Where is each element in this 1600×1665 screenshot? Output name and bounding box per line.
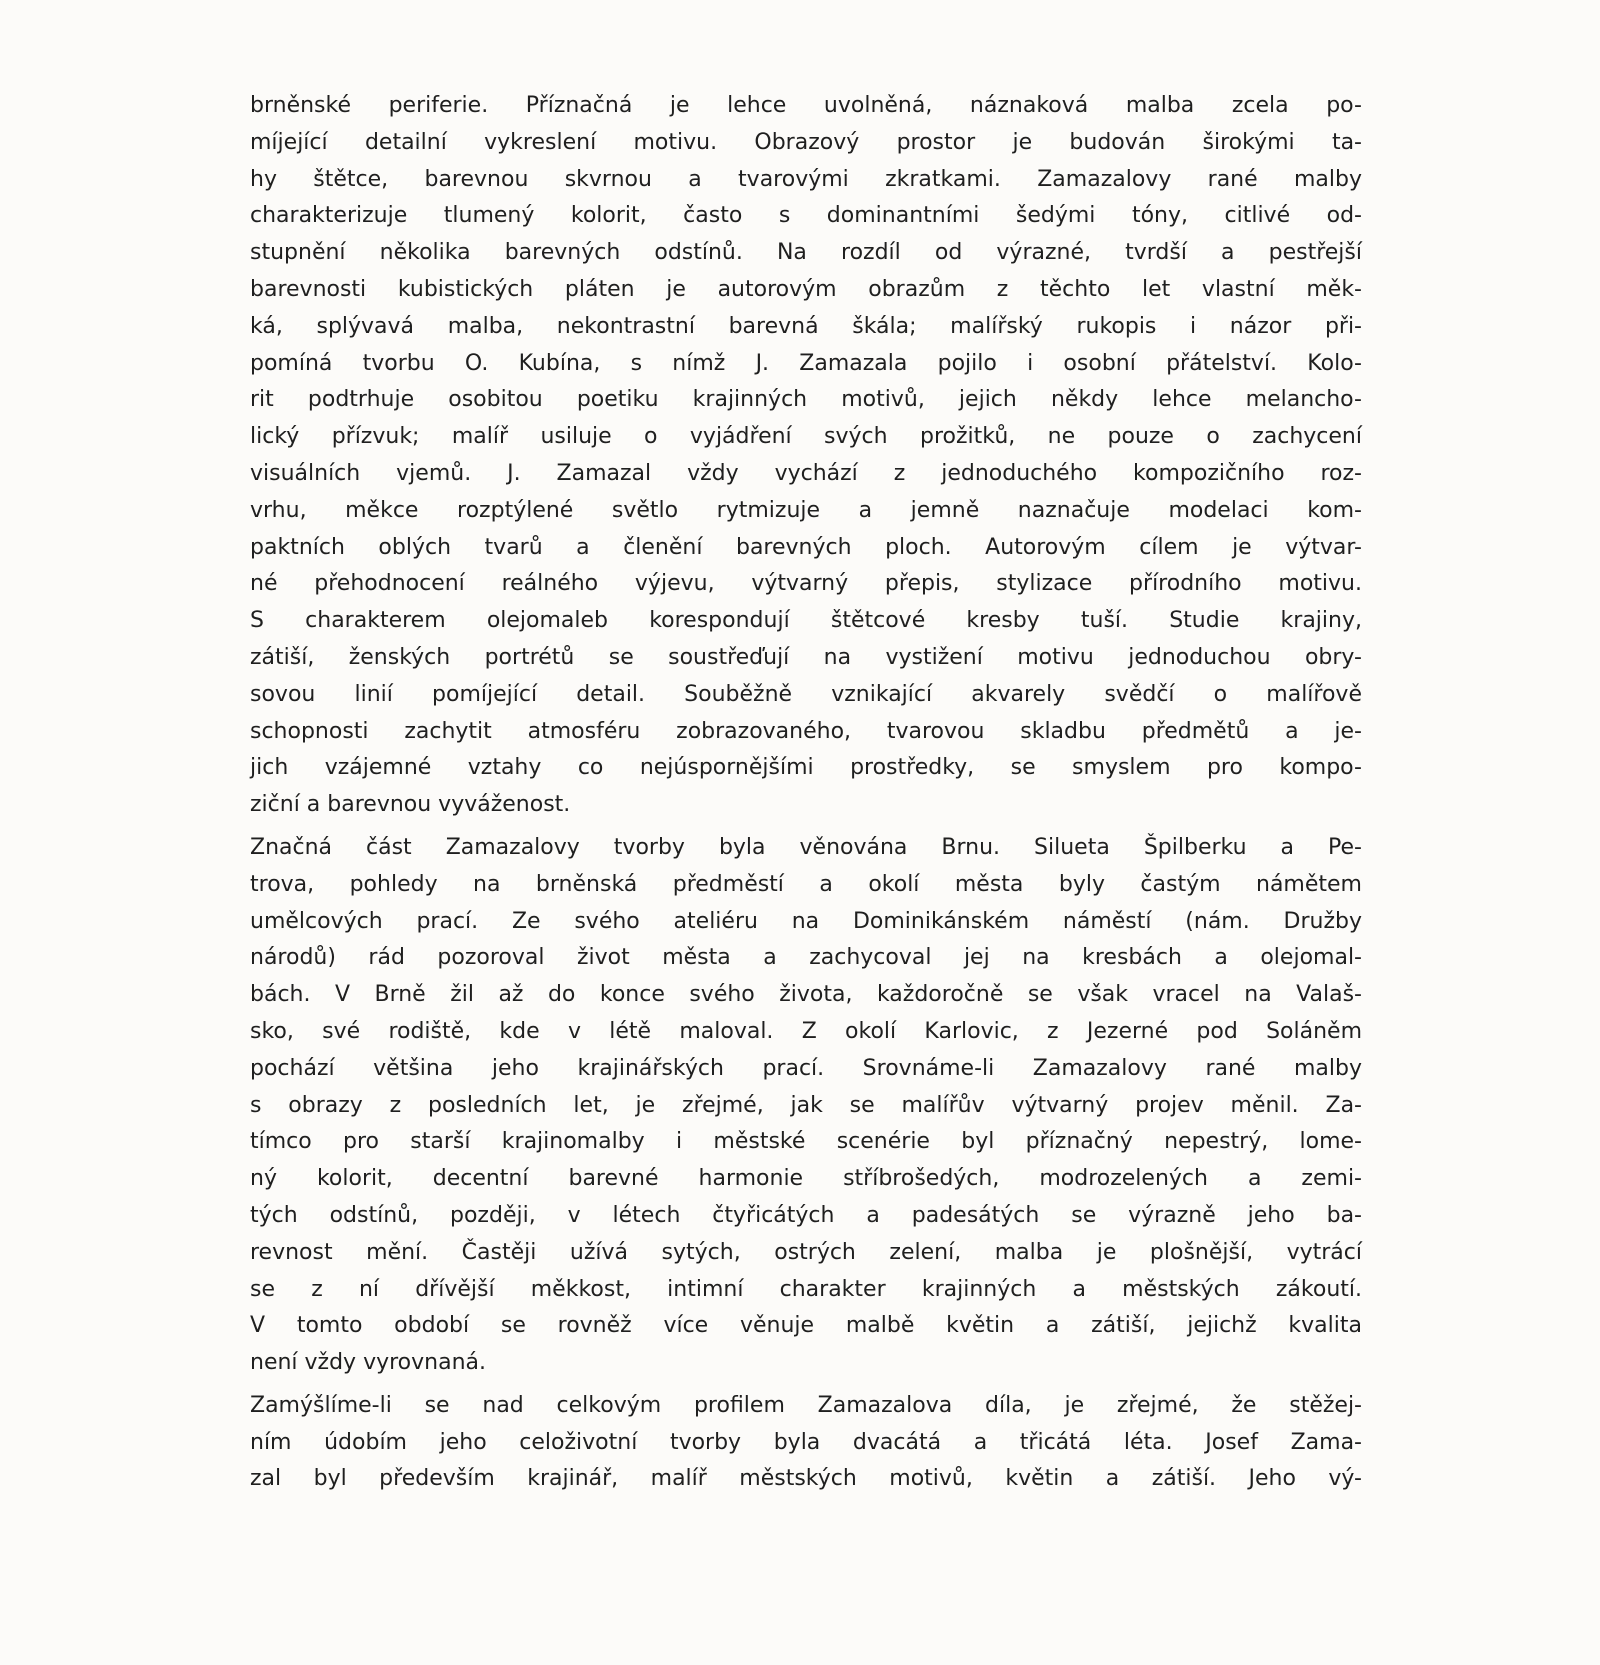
text-line: schopnosti zachytit atmosféru zobrazovaného, tvarovou skladbu předmětů a je- bbox=[250, 718, 1362, 744]
text-line: vrhu, měkce rozptýlené světlo rytmizuje a jemně naznačuje modelaci kom- bbox=[250, 497, 1362, 523]
paragraph bbox=[250, 88, 1362, 824]
text-line: visuálních vjemů. J. Zamazal vždy vychází z jednoduchého kompozičního roz- bbox=[250, 460, 1362, 486]
text-line: S charakterem olejomaleb korespondují štětcové kresby tuší. Studie krajiny, bbox=[250, 608, 1362, 634]
text-line: barevnosti kubistických pláten je autorovým obrazům z těchto let vlastní měk- bbox=[250, 276, 1362, 302]
text-line: umělcových prací. Ze svého ateliéru na Dominikánském náměstí (nám. Družby bbox=[250, 908, 1362, 934]
text-line: stupnění několika barevných odstínů. Na rozdíl od výrazné, tvrdší a pestřejší bbox=[250, 240, 1362, 266]
text-line: s obrazy z posledních let, je zřejmé, jak se malířův výtvarný projev měnil. Za- bbox=[250, 1092, 1362, 1118]
text-line: ním údobím jeho celoživotní tvorby byla dvacátá a třicátá léta. Josef Zama- bbox=[250, 1429, 1362, 1455]
text-line: né přehodnocení reálného výjevu, výtvarný přepis, stylizace přírodního motivu. bbox=[250, 571, 1362, 597]
paragraph bbox=[250, 830, 1362, 1382]
text-line: míjející detailní vykreslení motivu. Obrazový prostor je budován širokými ta- bbox=[250, 129, 1362, 155]
text-line: lický přízvuk; malíř usiluje o vyjádření svých prožitků, ne pouze o zachycení bbox=[250, 424, 1362, 450]
text-line: V tomto období se rovněž více věnuje malbě květin a zátiší, jejichž kvalita bbox=[250, 1313, 1362, 1339]
text-line: zátiší, ženských portrétů se soustřeďují na vystižení motivu jednoduchou obry- bbox=[250, 644, 1362, 670]
text-line: revnost mění. Častěji užívá sytých, ostrých zelení, malba je plošnější, vytrácí bbox=[250, 1239, 1362, 1265]
text-line: Zamýšlíme-li se nad celkovým profilem Zamazalova díla, je zřejmé, že stěžej- bbox=[250, 1392, 1362, 1418]
text-line: ziční a barevnou vyváženost. bbox=[250, 792, 571, 818]
paragraph bbox=[250, 1388, 1362, 1498]
text-line: národů) rád pozoroval život města a zachycoval jej na kresbách a olejomal- bbox=[250, 945, 1362, 971]
text-line: paktních oblých tvarů a členění barevných ploch. Autorovým cílem je výtvar- bbox=[250, 534, 1362, 560]
text-line: tých odstínů, později, v létech čtyřicátých a padesátých se výrazně jeho ba- bbox=[250, 1202, 1362, 1228]
text-line: rit podtrhuje osobitou poetiku krajinných motivů, jejich někdy lehce melancho- bbox=[250, 387, 1362, 413]
text-column bbox=[250, 88, 1362, 1498]
text-line: se z ní dřívější měkkost, intimní charakter krajinných a městských zákoutí. bbox=[250, 1276, 1362, 1302]
text-line: ká, splývavá malba, nekontrastní barevná škála; malířský rukopis i názor při- bbox=[250, 313, 1362, 339]
text-line: sko, své rodiště, kde v létě maloval. Z okolí Karlovic, z Jezerné pod Soláněm bbox=[250, 1018, 1362, 1044]
text-line: zal byl především krajinář, malíř městských motivů, květin a zátiší. Jeho vý- bbox=[250, 1466, 1362, 1492]
text-line: sovou linií pomíjející detail. Souběžně vznikající akvarely svědčí o malířově bbox=[250, 681, 1362, 707]
text-line: pochází většina jeho krajinářských prací. Srovnáme-li Zamazalovy rané malby bbox=[250, 1055, 1362, 1081]
text-line: pomíná tvorbu O. Kubína, s nímž J. Zamazala pojilo i osobní přátelství. Kolo- bbox=[250, 350, 1362, 376]
text-line: jich vzájemné vztahy co nejúspornějšími prostředky, se smyslem pro kompo- bbox=[250, 755, 1362, 781]
text-line: tímco pro starší krajinomalby i městské scenérie byl příznačný nepestrý, lome- bbox=[250, 1129, 1362, 1155]
text-line: trova, pohledy na brněnská předměstí a okolí města byly častým námětem bbox=[250, 871, 1362, 897]
text-line: Značná část Zamazalovy tvorby byla věnována Brnu. Silueta Špilberku a Pe- bbox=[250, 834, 1362, 860]
text-line: hy štětce, barevnou skvrnou a tvarovými zkratkami. Zamazalovy rané malby bbox=[250, 166, 1362, 192]
text-line: brněnské periferie. Příznačná je lehce uvolněná, náznaková malba zcela po- bbox=[250, 93, 1362, 118]
text-line: není vždy vyrovnaná. bbox=[250, 1350, 486, 1376]
text-line: charakterizuje tlumený kolorit, často s dominantními šedými tóny, citlivé od- bbox=[250, 203, 1362, 229]
text-line: ný kolorit, decentní barevné harmonie stříbrošedých, modrozelených a zemi- bbox=[250, 1166, 1362, 1192]
text-line: bách. V Brně žil až do konce svého života, každoročně se však vracel na Valaš- bbox=[250, 982, 1362, 1008]
